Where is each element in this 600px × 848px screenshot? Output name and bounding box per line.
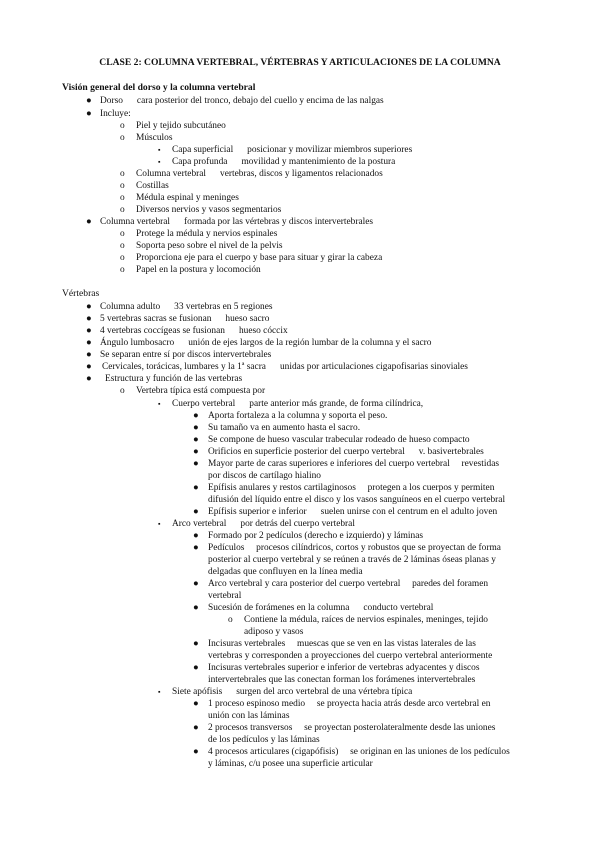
list-item: ● Dorso cara posterior del tronco, debajo del cuello y encima de las nalgas <box>86 96 384 106</box>
bullet-icon: o <box>120 386 125 396</box>
bullet-icon: ● <box>86 109 92 119</box>
bullet-icon: ● <box>193 603 199 613</box>
list-item: o Vertebra típica está compuesta por <box>120 386 266 396</box>
bullet-icon: ● <box>193 543 199 553</box>
list-item: o Soporta peso sobre el nivel de la pelvis <box>120 241 283 251</box>
list-item: o Piel y tejido subcutáneo <box>120 121 226 131</box>
bullet-icon: ● <box>193 423 199 433</box>
bullet-icon: ● <box>193 723 199 733</box>
list-item: ● Pedículos procesos cilíndricos, cortos y robustos que se proyectan de forma <box>193 543 501 553</box>
list-item: o Músculos <box>120 133 173 143</box>
list-item: ● Mayor parte de caras superiores e inferiores del cuerpo vertebral revestidas <box>193 459 500 469</box>
bullet-icon: ● <box>193 447 199 457</box>
list-item-continuation: vertebras y corresponden a proyecciones del cuerpo vertebral anteriormente <box>208 651 493 661</box>
bullet-icon: o <box>120 133 125 143</box>
list-item: o Papel en la postura y locomoción <box>120 265 261 275</box>
list-item: ● Formado por 2 pedículos (derecho e izquierdo) y láminas <box>193 531 424 541</box>
bullet-icon: ● <box>193 699 199 709</box>
list-item: ● Incisuras vertebrales muescas que se ven en las vistas laterales de las <box>193 639 476 649</box>
section-heading-dorso: Visión general del dorso y la columna vertebral <box>62 82 256 93</box>
bullet-icon: ▪ <box>158 400 161 408</box>
bullet-icon: ● <box>86 362 92 372</box>
bullet-icon: o <box>120 169 125 179</box>
list-item: ● 4 procesos articulares (cigapófisis) se originan en las uniones de los pedículos <box>193 747 510 757</box>
bullet-icon: ● <box>86 314 92 324</box>
list-item-continuation: intervertebrales que las conectan forman los forámenes intervertebrales <box>208 675 476 685</box>
bullet-icon: ▪ <box>158 146 161 154</box>
list-item: o Médula espinal y meninges <box>120 193 239 203</box>
list-item: o Contiene la médula, raíces de nervios espinales, meninges, tejido <box>228 615 488 625</box>
list-item: ● Su tamaño va en aumento hasta el sacro. <box>193 423 361 433</box>
list-item: o Diversos nervios y vasos segmentarios <box>120 205 282 215</box>
bullet-icon: ● <box>193 459 199 469</box>
bullet-icon: ● <box>86 350 92 360</box>
list-item: o Protege la médula y nervios espinales <box>120 229 278 239</box>
list-item: ▪ Capa superficial posicionar y movilizar miembros superiores <box>158 145 413 155</box>
list-item: ● Epífisis anulares y restos cartilaginosos protegen a los cuerpos y permiten <box>193 483 495 493</box>
bullet-icon: o <box>120 253 125 263</box>
bullet-icon: o <box>120 241 125 251</box>
list-item: ● 1 proceso espinoso medio se proyecta hacia atrás desde arco vertebral en <box>193 699 491 709</box>
list-item: ● Estructura y función de las vertebras <box>86 374 243 384</box>
list-item: ● Aporta fortaleza a la columna y soporta el peso. <box>193 411 388 421</box>
bullet-icon: o <box>120 205 125 215</box>
list-item-continuation: unión con las láminas <box>208 711 290 721</box>
list-item: ● Epífisis superior e inferior suelen unirse con el centrum en el adulto joven <box>193 507 498 517</box>
bullet-icon: ▪ <box>158 688 161 696</box>
list-item: ● 2 procesos transversos se proyectan posterolateralmente desde las uniones <box>193 723 496 733</box>
bullet-icon: ● <box>193 639 199 649</box>
list-item: ● Columna adulto 33 vertebras en 5 regiones <box>86 302 273 312</box>
list-item: ▪ Siete apófisis surgen del arco vertebral de una vértebra típica <box>158 687 413 697</box>
list-item-continuation: vertebral <box>208 591 242 601</box>
list-item: ● Se separan entre sí por discos intervertebrales <box>86 350 272 360</box>
list-item: o Costillas <box>120 181 169 191</box>
bullet-icon: ● <box>86 338 92 348</box>
bullet-icon: ● <box>193 507 199 517</box>
list-item: ● Orificios en superficie posterior del cuerpo vertebral v. basivertebrales <box>193 447 484 457</box>
list-item: ● Cervicales, torácicas, lumbares y la 1ª sacra unidas por articulaciones cigapofisarias sinoviales <box>86 362 468 372</box>
bullet-icon: ● <box>86 96 92 106</box>
bullet-icon: ▪ <box>158 158 161 166</box>
list-item: ▪ Cuerpo vertebral parte anterior más grande, de forma cilíndrica, <box>158 399 424 409</box>
list-item: o Columna vertebral vertebras, discos y ligamentos relacionados <box>120 169 383 179</box>
bullet-icon: ▪ <box>158 520 161 528</box>
list-item-continuation: y láminas, c/u posee una superficie articular <box>208 759 373 769</box>
bullet-icon: ● <box>193 411 199 421</box>
bullet-icon: ● <box>193 663 199 673</box>
bullet-icon: ● <box>193 579 199 589</box>
bullet-icon: ● <box>193 747 199 757</box>
list-item-continuation: posterior al cuerpo vertebral y se reúnen a través de 2 láminas óseas planas y <box>208 555 496 565</box>
bullet-icon: ● <box>193 531 199 541</box>
bullet-icon: o <box>120 265 125 275</box>
section-heading-vertebras: Vértebras <box>62 288 100 299</box>
list-item-continuation: adiposo y vasos <box>244 627 304 637</box>
list-item: ● Incluye: <box>86 109 131 119</box>
list-item: ▪ Arco vertebral por detrás del cuerpo vertebral <box>158 519 355 529</box>
bullet-icon: ● <box>86 302 92 312</box>
list-item: ● Columna vertebral formada por las vértebras y discos intervertebrales <box>86 217 374 227</box>
list-item: ● Arco vertebral y cara posterior del cuerpo vertebral paredes del foramen <box>193 579 489 589</box>
page-title: CLASE 2: COLUMNA VERTEBRAL, VÉRTEBRAS Y ARTICULACIONES DE LA COLUMNA <box>99 57 501 68</box>
list-item: ▪ Capa profunda movilidad y mantenimiento de la postura <box>158 157 396 167</box>
bullet-icon: ● <box>86 217 92 227</box>
bullet-icon: o <box>120 193 125 203</box>
bullet-icon: ● <box>86 374 92 384</box>
list-item: ● Sucesión de forámenes en la columna conducto vertebral <box>193 603 434 613</box>
bullet-icon: ● <box>193 483 199 493</box>
list-item: ● Se compone de hueso vascular trabecular rodeado de hueso compacto <box>193 435 470 445</box>
list-item-continuation: por discos de cartílago hialino <box>208 471 321 481</box>
bullet-icon: ● <box>86 326 92 336</box>
list-item: ● 4 vertebras coccígeas se fusionan hueso cóccix <box>86 326 288 336</box>
list-item-continuation: difusión del líquido entre el disco y los vasos sanguíneos en el cuerpo vertebral <box>208 495 506 505</box>
list-item-continuation: delgadas que confluyen en la línea media <box>208 567 363 577</box>
bullet-icon: o <box>120 181 125 191</box>
list-item: ● Ángulo lumbosacro unión de ejes largos de la región lumbar de la columna y el sacro <box>86 338 432 348</box>
bullet-icon: o <box>120 229 125 239</box>
list-item: ● Incisuras vertebrales superior e inferior de vertebras adyacentes y discos <box>193 663 480 673</box>
list-item: ● 5 vertebras sacras se fusionan hueso sacro <box>86 314 270 324</box>
bullet-icon: ● <box>193 435 199 445</box>
list-item-continuation: de los pedículos y las láminas <box>208 735 320 745</box>
list-item: o Proporciona eje para el cuerpo y base para situar y girar la cabeza <box>120 253 383 263</box>
bullet-icon: o <box>228 615 233 625</box>
bullet-icon: o <box>120 121 125 131</box>
